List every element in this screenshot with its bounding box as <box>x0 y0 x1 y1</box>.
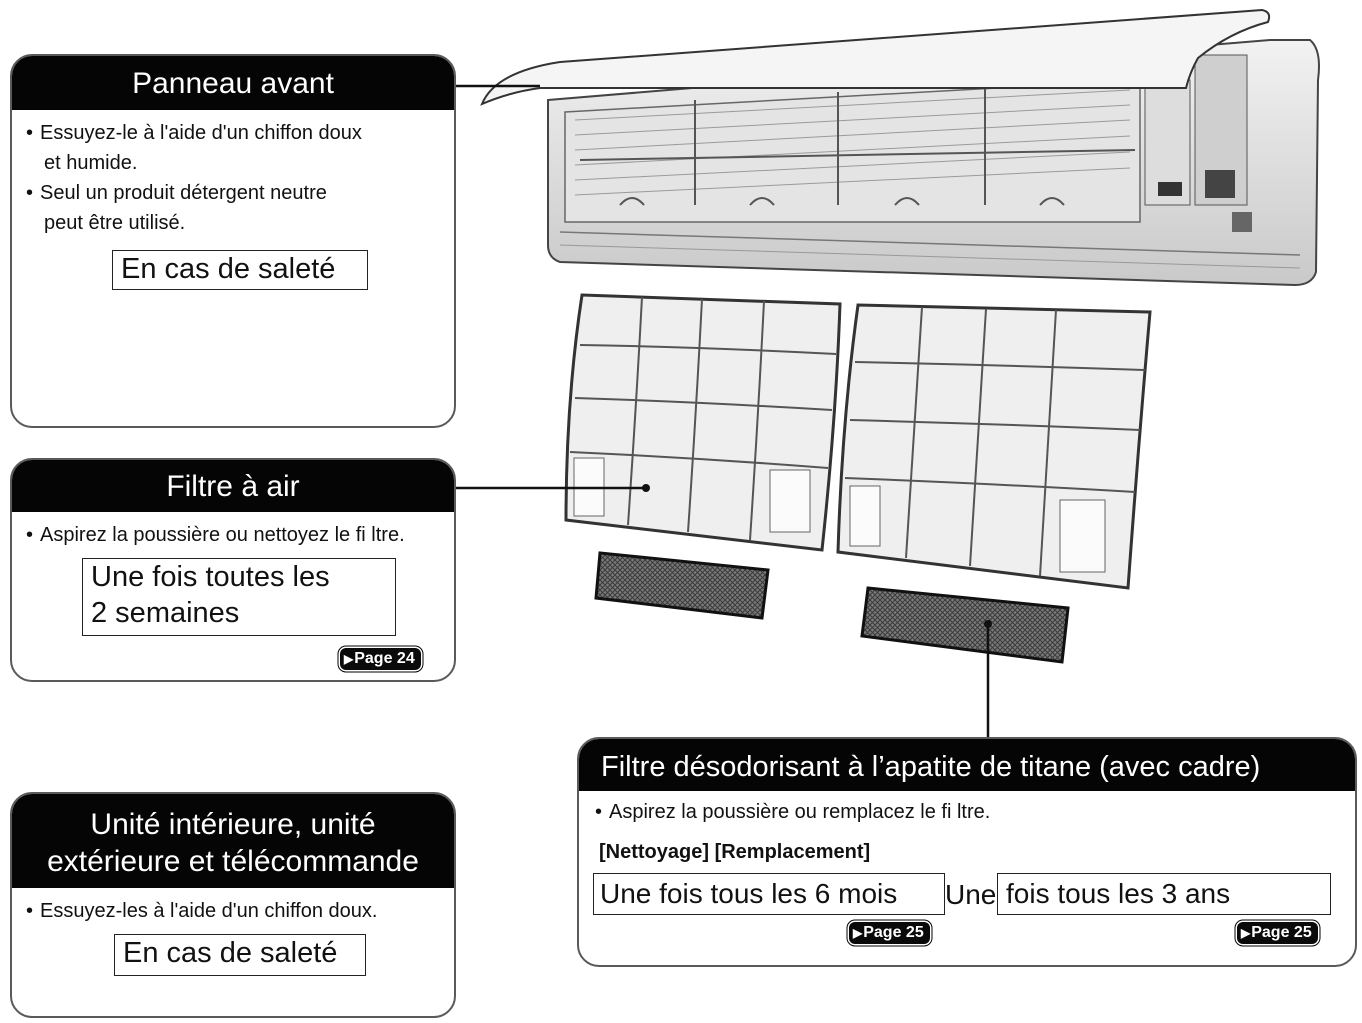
air-filter-title: Filtre à air <box>12 460 454 512</box>
units-bullet: • Essuyez-les à l'aide d'un chiffon doux. <box>26 900 378 922</box>
units-title: Unité intérieure, unité extérieure et télécommande <box>12 794 454 888</box>
deodorizing-filter-small <box>596 553 768 618</box>
air-filter-frequency: Une fois toutes les 2 semaines <box>82 558 396 636</box>
front-panel-bullet-1: • Essuyez-le à l'aide d'un chiffon doux et humide. <box>26 122 362 174</box>
replacement-frequency: fois tous les 3 ans <box>997 873 1331 915</box>
play-icon: ▶ <box>1241 926 1251 940</box>
air-filter-card <box>10 458 456 682</box>
cleaning-frequency: Une fois tous les 6 mois <box>593 873 945 915</box>
right-air-filter <box>838 305 1150 588</box>
deodorizing-filter-title: Filtre désodorisant à l’apatite de titane (avec cadre) <box>579 739 1355 791</box>
deodorizing-filter-bullet: • Aspirez la poussière ou remplacez le fi ltre. <box>595 801 991 823</box>
play-icon: ▶ <box>344 652 354 666</box>
front-panel-title: Panneau avant <box>12 56 454 110</box>
cleaning-page-link[interactable]: ▶Page 25 <box>849 922 930 944</box>
units-frequency: En cas de saleté <box>114 934 366 976</box>
deodorizing-filter-subhead: [Nettoyage] [Remplacement] <box>599 841 871 863</box>
replacement-page-link[interactable]: ▶Page 25 <box>1237 922 1318 944</box>
front-panel-frequency: En cas de saleté <box>112 250 368 290</box>
air-filter-bullet: • Aspirez la poussière ou nettoyez le fi ltre. <box>26 524 405 546</box>
left-air-filter <box>566 295 840 550</box>
play-icon: ▶ <box>853 926 863 940</box>
air-filter-page-link[interactable]: ▶Page 24 <box>340 648 421 670</box>
front-panel-card <box>10 54 456 428</box>
front-panel-bullet-2: • Seul un produit détergent neutre peut être utilisé. <box>26 182 327 234</box>
units-card <box>10 792 456 1018</box>
replacement-frequency-prefix: Une <box>945 879 997 910</box>
deodorizing-filter-card <box>577 737 1357 967</box>
deodorizing-filter-large <box>862 588 1068 662</box>
